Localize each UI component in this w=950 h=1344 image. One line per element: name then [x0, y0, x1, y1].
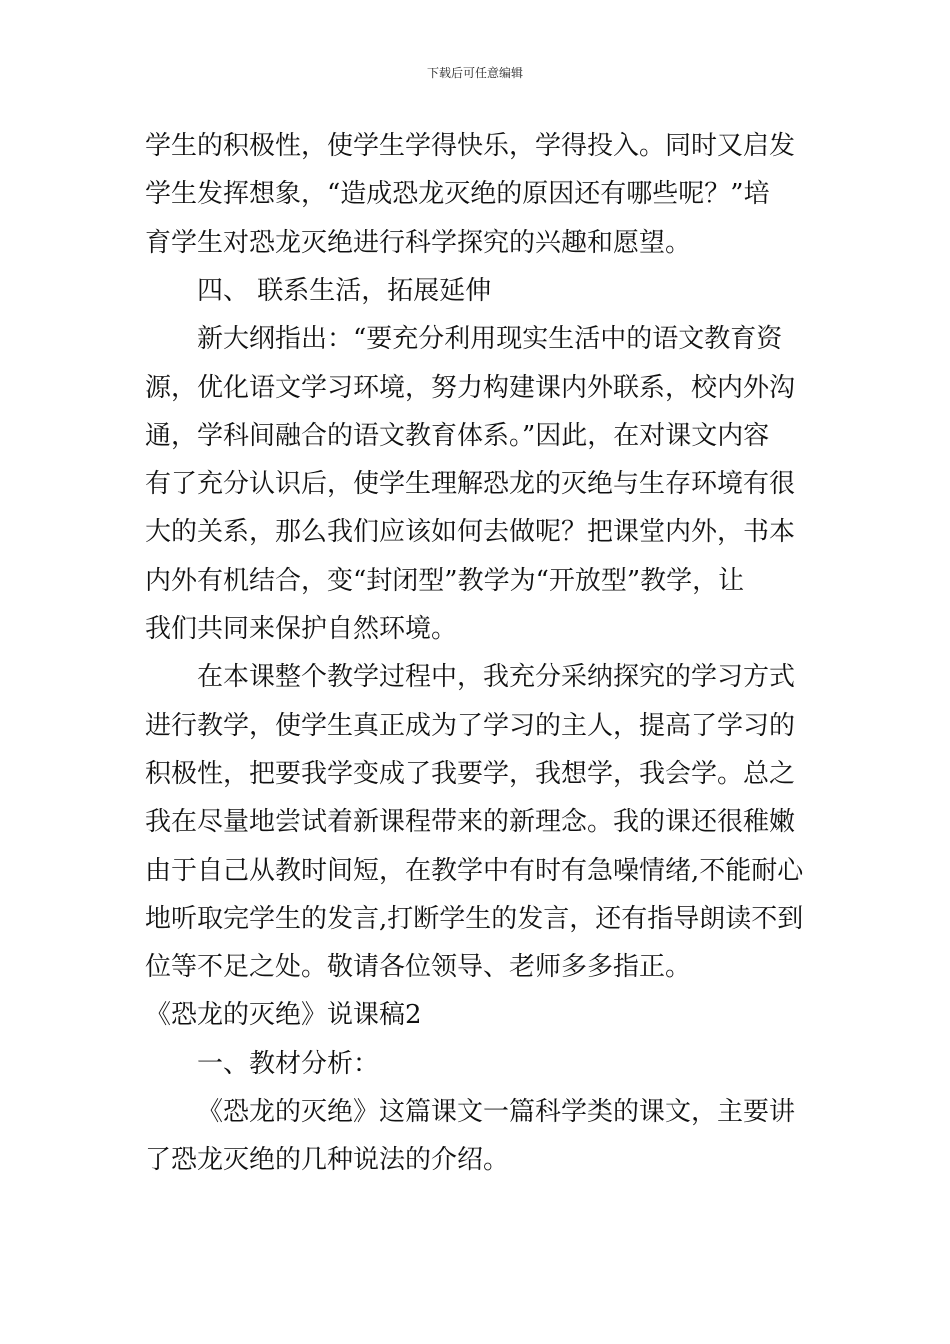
- text-line: 通，学科间融合的语文教育体系。”因此，在对课文内容: [145, 421, 770, 451]
- text-line: 学生发挥想象，“造成恐龙灭绝的原因还有哪些呢？”培: [145, 179, 770, 209]
- text-line: 有了充分认识后，使学生理解恐龙的灭绝与生存环境有很: [145, 469, 796, 499]
- text-line: 大的关系，那么我们应该如何去做呢？把课堂内外，书本: [145, 517, 796, 547]
- text-line: 我们共同来保护自然环境。: [145, 614, 458, 644]
- text-line: 新大纲指出：“要充分利用现实生活中的语文教育资: [197, 324, 783, 354]
- text-line: 一、教材分析：: [197, 1049, 380, 1079]
- text-line: 四、 联系生活，拓展延伸: [197, 276, 492, 306]
- text-line: 进行教学，使学生真正成为了学习的主人，提高了学习的: [145, 711, 796, 741]
- text-line: 《恐龙的灭绝》这篇课文一篇科学类的课文，主要讲: [197, 1097, 796, 1127]
- text-line: 我在尽量地尝试着新课程带来的新理念。我的课还很稚嫩: [145, 807, 796, 837]
- text-line: 育学生对恐龙灭绝进行科学探究的兴趣和愿望。: [145, 228, 692, 258]
- page-header: 下载后可任意编辑: [426, 66, 523, 80]
- text-line: 学生的积极性，使学生学得快乐，学得投入。同时又启发: [145, 131, 796, 161]
- text-line: 地听取完学生的发言,打断学生的发言，还有指导朗读不到: [145, 904, 804, 934]
- text-line: 积极性，把要我学变成了我要学，我想学，我会学。总之: [145, 759, 796, 789]
- text-line: 在本课整个教学过程中，我充分采纳探究的学习方式: [197, 662, 796, 692]
- text-line: 由于自己从教时间短，在教学中有时有急噪情绪,不能耐心: [145, 856, 804, 886]
- text-line: 内外有机结合，变“封闭型”教学为“开放型”教学，让: [145, 566, 745, 596]
- text-line: 源，优化语文学习环境，努力构建课内外联系，校内外沟: [145, 373, 796, 403]
- text-line: 《恐龙的灭绝》说课稿2: [145, 1000, 422, 1030]
- text-line: 了恐龙灭绝的几种说法的介绍。: [145, 1145, 510, 1175]
- text-line: 位等不足之处。敬请各位领导、老师多多指正。: [145, 952, 692, 982]
